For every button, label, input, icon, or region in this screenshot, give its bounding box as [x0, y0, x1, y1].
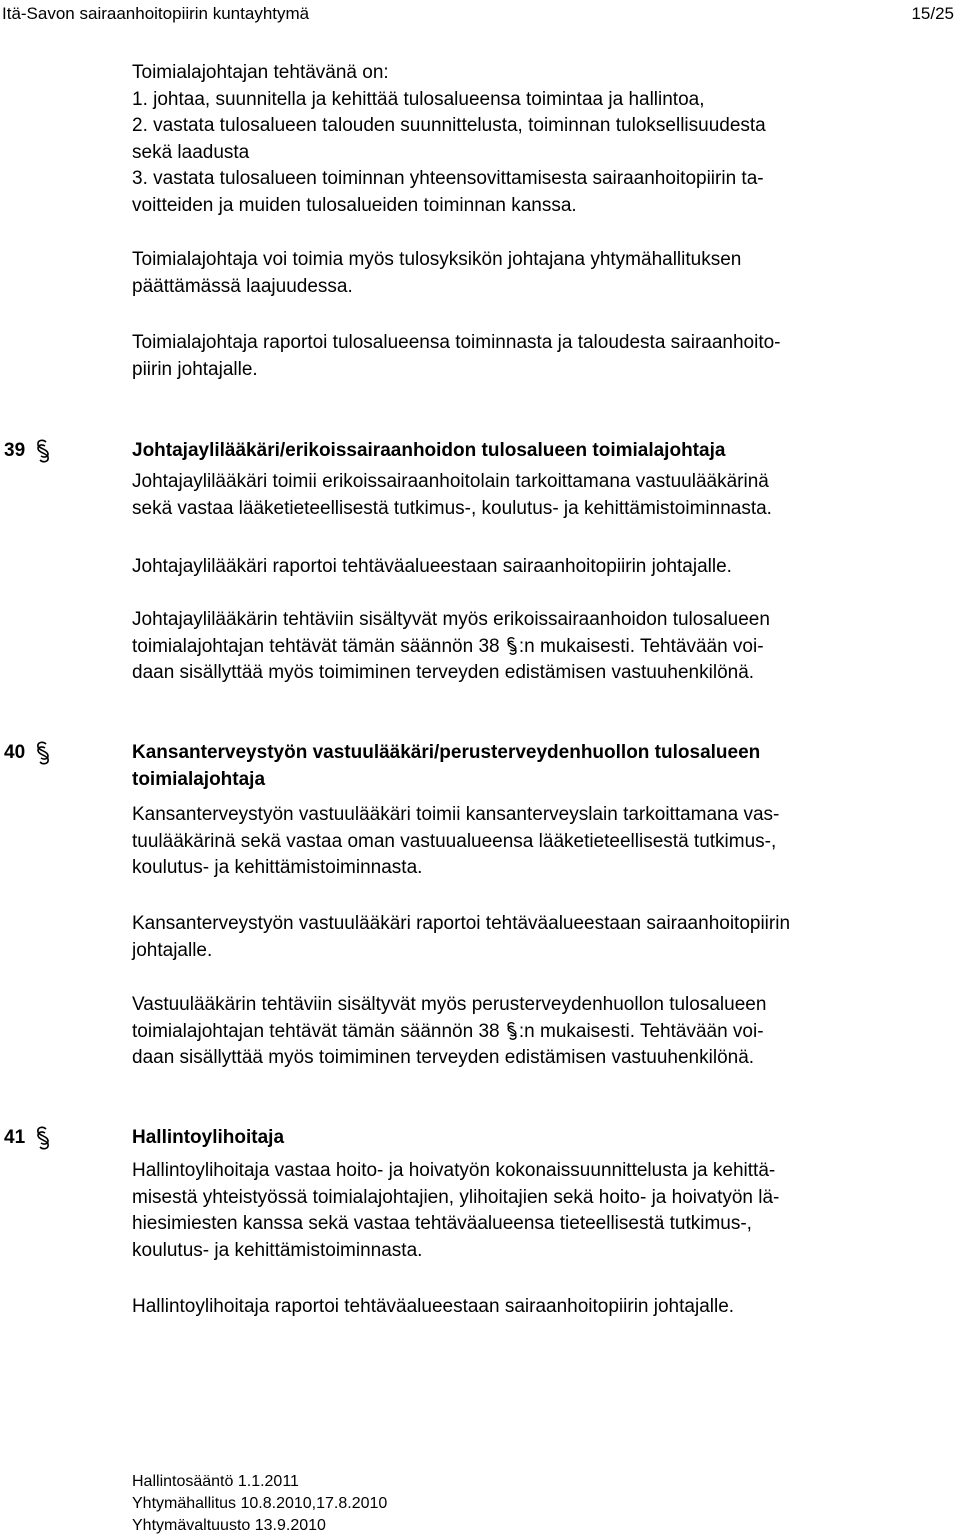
section-41-paragraph-1	[132, 1158, 960, 1264]
text-line: Hallintoylihoitaja vastaa hoito- ja hoivatyön kokonaissuunnittelusta ja kehittä-	[132, 1160, 776, 1181]
section-number-41: 41	[4, 1127, 26, 1148]
text-line-with-section-sign	[132, 1019, 960, 1046]
section-sign-icon	[34, 1125, 52, 1151]
text-line: Kansanterveystyön vastuulääkäri raportoi tehtäväalueestaan sairaanhoitopiirin	[132, 913, 791, 934]
section-sign-icon	[505, 1021, 519, 1041]
text-line: päättämässä laajuudessa.	[132, 275, 353, 297]
text-line: johtajalle.	[132, 939, 213, 961]
duty-item-1: 1. johtaa, suunnitella ja kehittää tulosalueensa toimintaa ja hallintoa,	[132, 88, 705, 110]
duty-item-3: 3. vastata tulosalueen toiminnan yhteensovittamisesta sairaanhoitopiirin ta-	[132, 168, 764, 189]
section-39-paragraph-1	[132, 469, 960, 522]
page-footer	[132, 1471, 387, 1537]
text-line: Kansanterveystyön vastuulääkäri toimii kansanterveyslain tarkoittamana vas-	[132, 804, 780, 825]
section-title-line: toimialajohtaja	[132, 768, 266, 790]
text-line: Toimialajohtaja voi toimia myös tulosyksikön johtajana yhtymähallituksen	[132, 249, 742, 270]
section-title-line: Hallintoylihoitaja	[132, 1127, 285, 1148]
text-line: Toimialajohtaja raportoi tulosalueensa toiminnasta ja taloudesta sairaanhoito-	[132, 332, 781, 353]
section-40-paragraph-1	[132, 802, 960, 882]
section-title-line: Johtajaylilääkäri/erikoissairaanhoidon tulosalueen toimialajohtaja	[132, 440, 726, 461]
intro-paragraph-1	[132, 247, 960, 300]
section-sign-icon	[505, 636, 519, 656]
text-segment: toimialajohtajan tehtävät tämän säännön 38	[132, 1020, 500, 1042]
text-line: koulutus- ja kehittämistoiminnasta.	[132, 857, 423, 878]
duties-block	[132, 60, 960, 219]
intro-paragraph-2	[132, 330, 960, 383]
page-number: 15/25	[911, 4, 954, 23]
section-41-paragraph-2	[132, 1294, 960, 1321]
section-39-paragraph-3	[132, 607, 960, 687]
text-line: Johtajaylilääkäri raportoi tehtäväalueestaan sairaanhoitopiirin johtajalle.	[132, 556, 732, 577]
section-sign-icon	[34, 438, 52, 464]
text-segment: :n mukaisesti. Tehtävään voi-	[518, 1020, 764, 1042]
section-number-40: 40	[4, 742, 26, 763]
text-line: daan sisällyttää myös toimiminen terveyden edistämisen vastuuhenkilönä.	[132, 1047, 755, 1068]
section-title-41	[132, 1125, 960, 1152]
section-title-40	[132, 740, 960, 793]
footer-line: Yhtymähallitus 10.8.2010,17.8.2010	[132, 1495, 388, 1512]
section-number-39: 39	[4, 440, 26, 461]
footer-line: Hallintosääntö 1.1.2011	[132, 1473, 299, 1490]
text-line: daan sisällyttää myös toimiminen terveyden edistämisen vastuuhenkilönä.	[132, 662, 755, 683]
text-line: sekä vastaa lääketieteellisestä tutkimus-, koulutus- ja kehittämistoiminnasta.	[132, 497, 772, 519]
section-title-39	[132, 438, 960, 465]
text-segment: :n mukaisesti. Tehtävään voi-	[518, 635, 764, 657]
section-sign-icon	[34, 740, 52, 766]
text-line-with-section-sign	[132, 634, 960, 661]
text-line: Vastuulääkärin tehtäviin sisältyvät myös perusterveydenhuollon tulosalueen	[132, 994, 767, 1015]
duty-item-2-cont: sekä laadusta	[132, 141, 250, 163]
section-title-line: Kansanterveystyön vastuulääkäri/perusterveydenhuollon tulosalueen	[132, 742, 761, 763]
duties-heading: Toimialajohtajan tehtävänä on:	[132, 62, 389, 83]
section-40-paragraph-2	[132, 911, 960, 964]
section-39-paragraph-2	[132, 554, 960, 581]
text-line: piirin johtajalle.	[132, 358, 258, 380]
duty-item-2: 2. vastata tulosalueen talouden suunnittelusta, toiminnan tuloksellisuudesta	[132, 115, 766, 136]
text-line: tuulääkärinä sekä vastaa oman vastuualueensa lääketieteellisestä tutkimus-,	[132, 830, 777, 852]
text-line: Hallintoylihoitaja raportoi tehtäväalueestaan sairaanhoitopiirin johtajalle.	[132, 1296, 735, 1317]
section-40-paragraph-3	[132, 992, 960, 1072]
page-header-organization: Itä-Savon sairaanhoitopiirin kuntayhtymä	[2, 4, 310, 23]
duty-item-3-cont: voitteiden ja muiden tulosalueiden toiminnan kanssa.	[132, 194, 577, 216]
text-line: koulutus- ja kehittämistoiminnasta.	[132, 1239, 423, 1261]
text-line: Johtajaylilääkärin tehtäviin sisältyvät myös erikoissairaanhoidon tulosalueen	[132, 609, 770, 630]
text-line: Johtajaylilääkäri toimii erikoissairaanhoitolain tarkoittamana vastuulääkärinä	[132, 471, 769, 492]
text-line: misestä yhteistyössä toimialajohtajien, ylihoitajien sekä hoito- ja hoivatyön lä-	[132, 1186, 780, 1208]
text-segment: toimialajohtajan tehtävät tämän säännön 38	[132, 635, 500, 657]
text-line: hiesimiesten kanssa sekä vastaa tehtäväalueensa tieteellisestä tutkimus-,	[132, 1213, 752, 1234]
footer-line: Yhtymävaltuusto 13.9.2010	[132, 1517, 326, 1534]
